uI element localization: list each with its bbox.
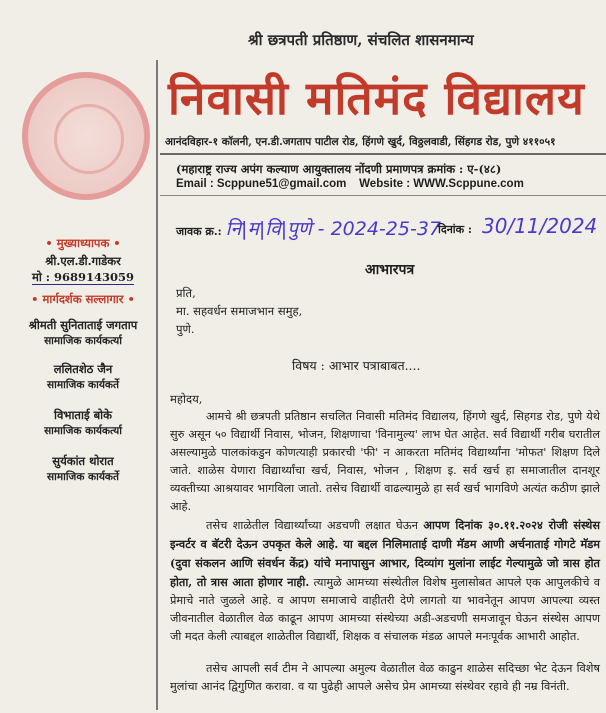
advisor-name: सुर्यकांत थोरात	[52, 454, 114, 468]
salutation: महोदय,	[170, 392, 203, 406]
school-name: निवासी मतिमंद विद्यालय	[168, 71, 585, 125]
divider	[160, 195, 606, 196]
website-address: WWW.Scppune.com	[413, 178, 524, 190]
paragraph-3: तसेच आपली सर्व टीम ने आपल्या अमुल्य वेळातील वेळ काढुन शाळेस सदिच्छा भेट देऊन विशेष मुलांचा आनंद द्विगुणित करावा. व या पुढेही आपले असेच प्रेम आमच्या संस्थेवर रहावे ही नम्र विनंती.	[170, 662, 600, 693]
advisors-heading: • मार्गदर्शक सल्लागार •	[31, 292, 135, 306]
advisor-role: सामाजिक कार्यकर्ते	[47, 379, 119, 391]
city-line: पुणे.	[176, 322, 195, 336]
advisor-name: ललितशेठ जैन	[53, 362, 113, 376]
email-label: Email :	[176, 178, 214, 190]
reference-number	[176, 215, 441, 241]
paragraph-2-rest: त्यामुळे आमच्या संस्थेतील विशेष मुलासोबत आपले एक आपुलकीचे व प्रेमाचे नाते जुळले आहे. व आपण समाजाचे वाहीतरी देणे लागतो या भावनेतून आपण आपल्या व्यस्त जीवनातील वेळातील वेळ काढून आपण आमच्या संस्थेच्या अडी-अडचणी समजावून घेऊन संस्थेस आपण जी मदत केली त्याबद्दल शाळेतील विद्यार्थी, शिक्षक व संचालक मंडळ आपले मनःपूर्वक आभारी आहोत.	[170, 576, 601, 643]
advisor-name: श्रीमती सुनिताताई जगताप	[28, 318, 138, 332]
subject-line: विषय : आभार पत्राबाबत....	[292, 358, 421, 373]
school-address: आनंदविहार-१ कॉलनी, एन.डी.जगताप पाटील रोड, हिंगणे खुर्द, विठ्ठलवाडी, सिंहगड रोड, पुणे ४११०५१	[165, 136, 556, 148]
advisor-role: सामाजिक कार्यकर्त्या	[44, 335, 122, 347]
letter-title: आभारपत्र	[365, 262, 415, 278]
website-label: Website :	[359, 178, 411, 190]
recipient-line: मा. सहवर्धन समाजभान समुह,	[176, 304, 303, 318]
date-label: दिनांक :	[438, 223, 472, 236]
school-seal-logo	[22, 72, 150, 200]
paragraph-2-intro: तसेच शाळेतील विद्यार्थ्यांच्या अडचणी लक्षात घेऊन	[206, 519, 418, 532]
paragraph-1: आमचे श्री छत्रपती प्रतिष्ठान सचलित निवासी मतिमंद विद्यालय, हिंगणे खुर्द, सिहगड रोड, पुणे येथे सुरु असून ५० विद्यार्थी निवास, भोजन, शिक्षणाचा 'विनामुल्य' लाभ घेत आहेत. सर्व विद्यार्थी गरीब घरातील असल्यामुळे पालकांकडुन कोणत्याही प्रकारची 'फी' न आकरता मतिमंद विद्यार्थ्यांना 'मोफत' शिक्षण दिले जाते. शाळेस येणारा विद्यार्थ्यांचा खर्च, निवास, भोजन , शिक्षण इ. सर्व खर्च हा समाजातील दानशूर व्यक्तीच्या आश्रयावर भागविला जातो. तसेच विद्यार्थी वाढल्यामुळे हा सर्व खर्च भागविणे अत्यंत कठीण झाले आहे.	[170, 410, 600, 513]
contact-line	[176, 178, 524, 190]
divider	[160, 153, 606, 155]
paragraph-2-highlight: आपण दिनांक ३०.११.२०२४ रोजी संस्थेस इन्वर्टर व बॅटरी देऊन उपकृत केले आहे. या बद्दल निलिमाताई दाणी मॅडम आणी अर्चनाताई गोगटे मॅडम (दुवा संकलन आणि संवर्धन केंद्र) यांचे मनापासुन आभार, दिव्यांग मुलांना लाईट गेल्यामुळे जो त्रास होत होता, तो त्रास आता होणार नाही.	[170, 518, 600, 589]
ref-handwritten: नि|म|वि|पुणे - 2024-25-37	[225, 218, 441, 240]
advisor-role: सामाजिक कार्यकर्ते	[47, 471, 119, 483]
headmaster-phone: मो : 9689143059	[31, 270, 135, 284]
to-line: प्रति,	[176, 286, 196, 300]
headmaster-heading: • मुख्याध्यापक •	[45, 236, 121, 250]
ref-label: जावक क्र.:	[176, 225, 222, 238]
advisor-role: सामाजिक कार्यकर्त्या	[44, 425, 122, 437]
email-address: Scppune51@gmail.com	[216, 178, 347, 190]
trust-line: श्री छत्रपती प्रतिष्ठाण, संचलित शासनमान्य	[248, 31, 474, 49]
paragraph-2	[170, 516, 600, 646]
headmaster-name: श्री.एल.डी.गाडेकर	[45, 254, 121, 268]
registration-line: (महाराष्ट्र राज्य अपंग कल्याण आयुक्तालय नोंदणी प्रमाणपत्र क्रमांक : ए-(४८)	[176, 162, 502, 176]
date-handwritten: 30/11/2024	[482, 214, 598, 238]
advisor-name: विभाताई बोके	[54, 408, 112, 422]
